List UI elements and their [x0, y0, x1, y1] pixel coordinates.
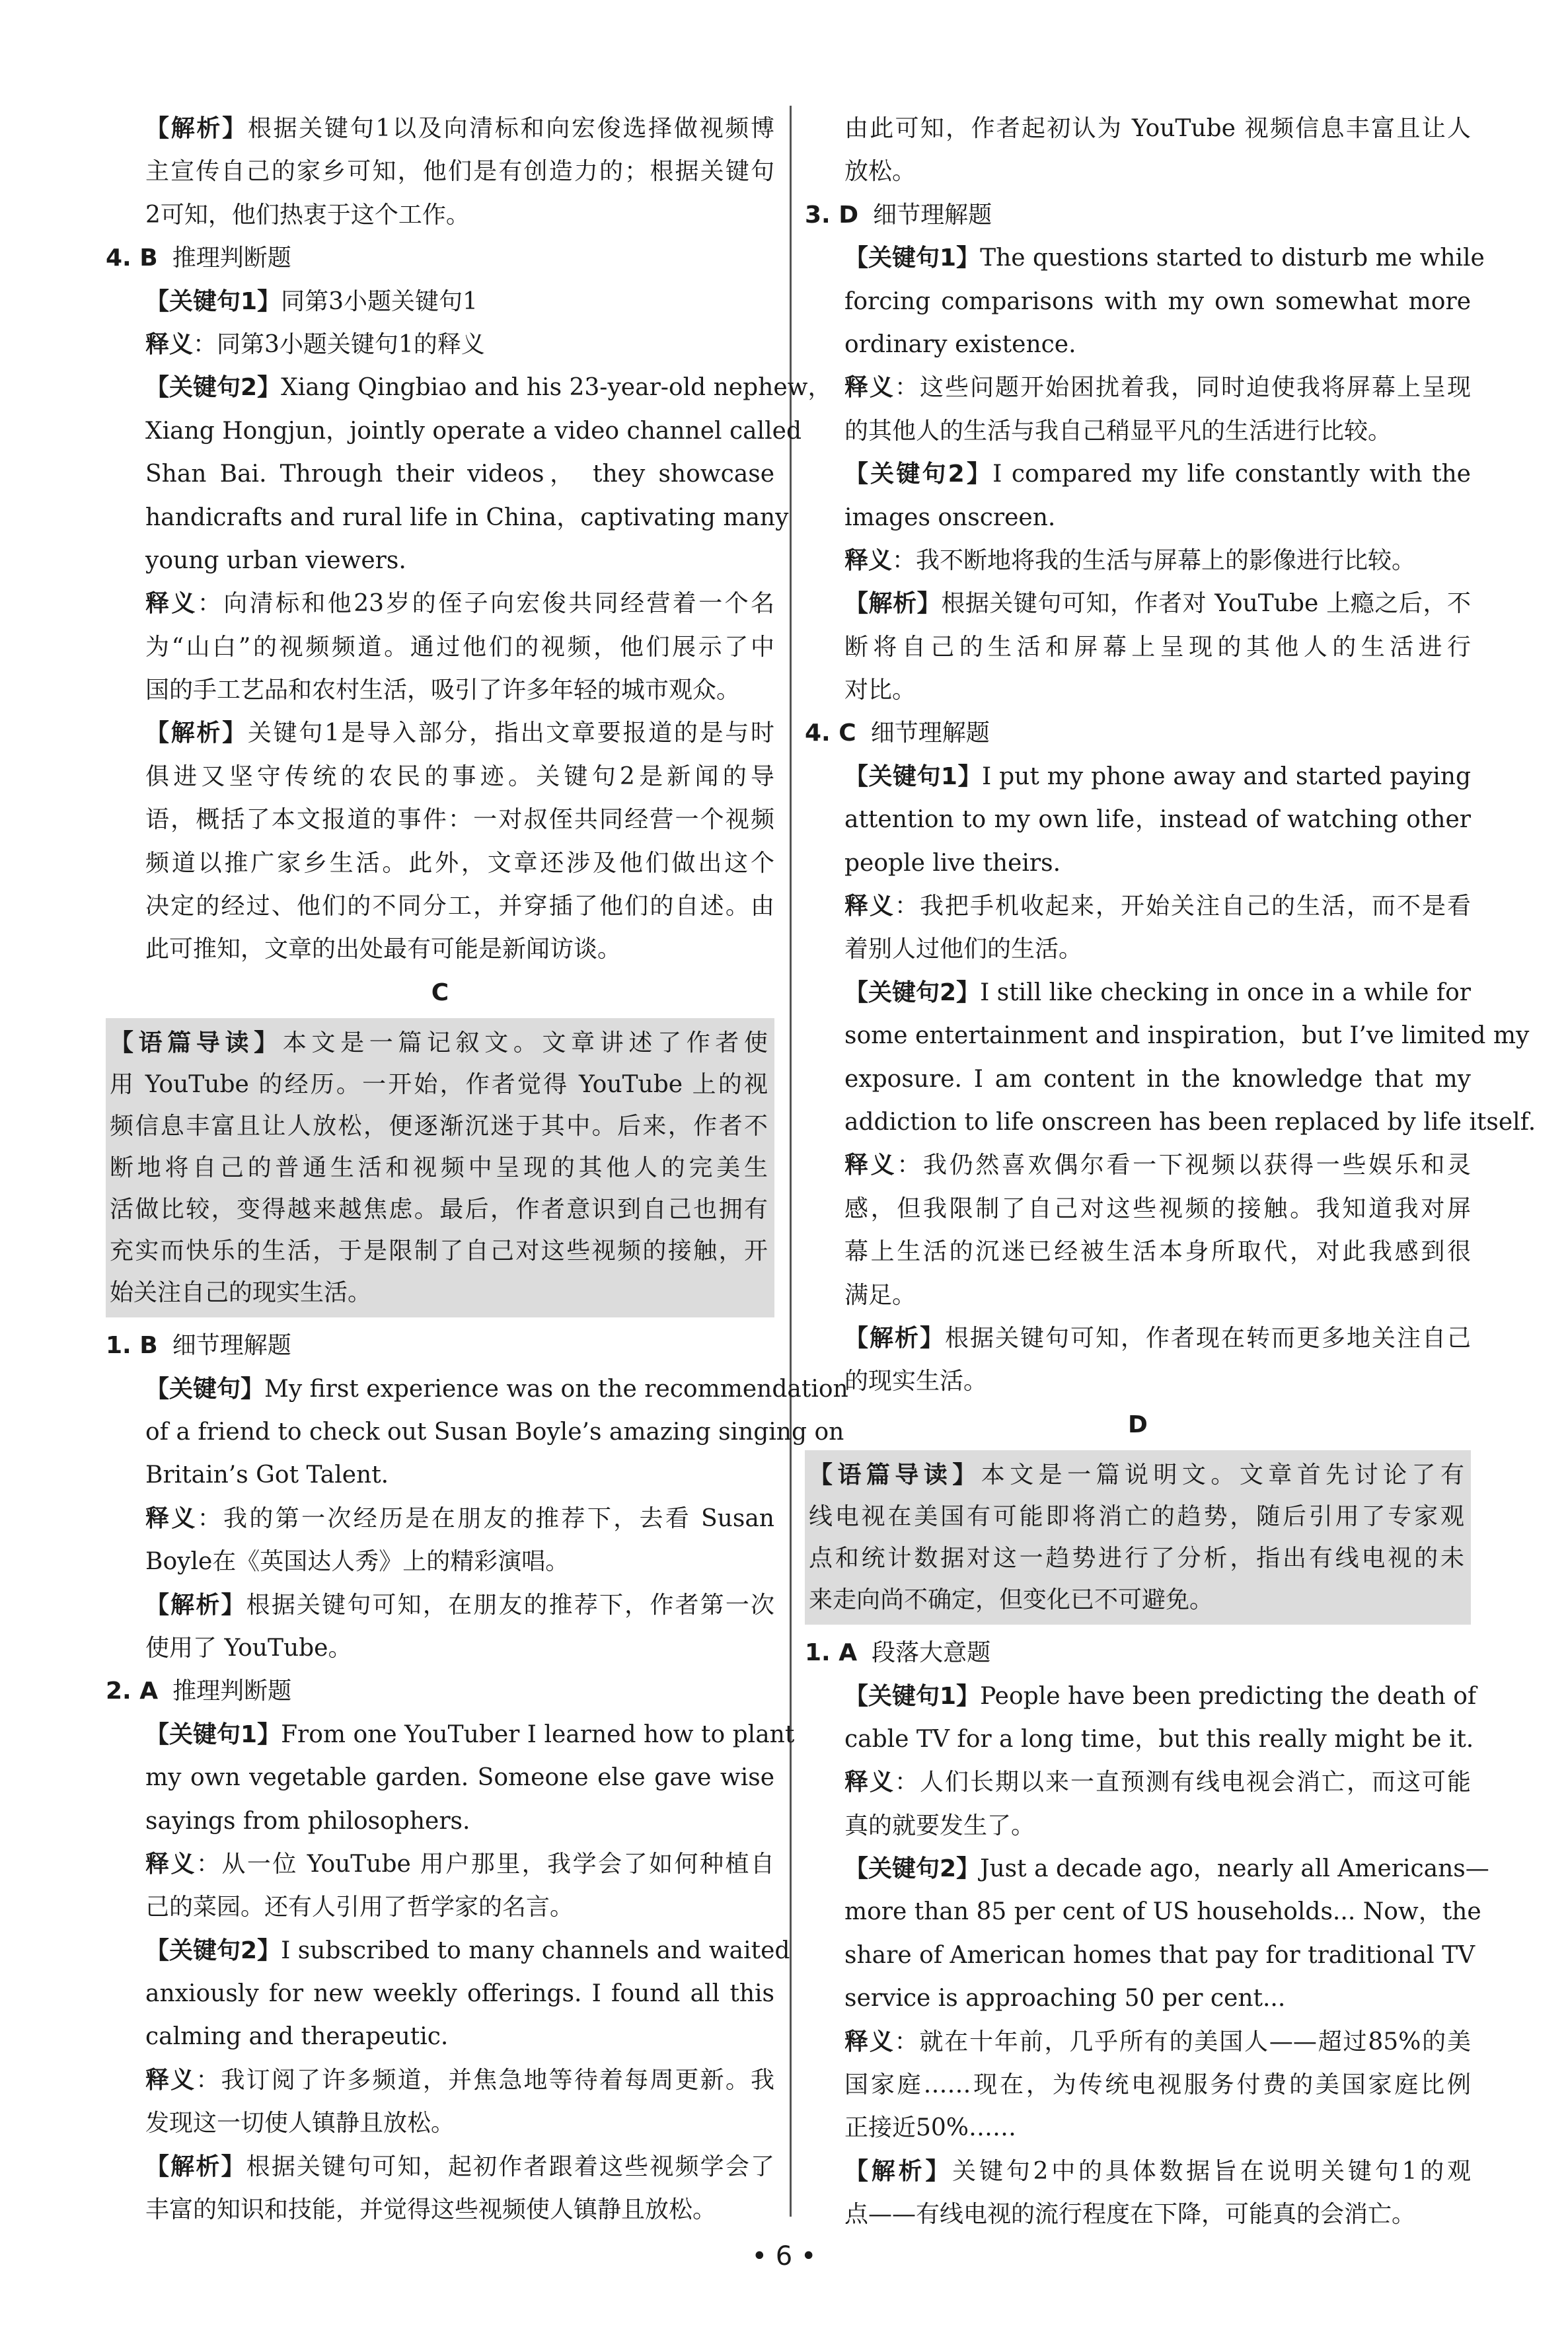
text-line: ordinary existence.	[844, 330, 1076, 358]
text-line: share of American homes that pay for traditional TV	[844, 1941, 1475, 1969]
text-line: 正接近50%……	[844, 2114, 1017, 2142]
section-heading-c: C	[431, 978, 449, 1006]
text-line: 由此可知，作者起初认为 YouTube 视频信息丰富且让人	[844, 115, 1471, 142]
text-line: addiction to life onscreen has been replaced by life itself.	[844, 1108, 1536, 1136]
text-line: some entertainment and inspiration，but I’ve limited my	[844, 1022, 1530, 1050]
text-line: 【关键句1】I put my phone away and started paying	[844, 762, 1471, 790]
text-line: 发现这一切使人镇静且放松。	[145, 2110, 455, 2137]
text-line: Boyle在《英国达人秀》上的精彩演唱。	[145, 1548, 570, 1576]
text-line: 【关键句2】I compared my life constantly with the	[844, 461, 1471, 488]
question-number: 4. B	[106, 244, 158, 272]
question-type: 细节理解题	[870, 720, 990, 747]
passage-guide-d	[805, 1450, 1471, 1625]
guide-line: 来走向尚不确定，但变化已不可避免。	[809, 1586, 1214, 1614]
text-line: 释义：从一位 YouTube 用户那里，我学会了如何种植自	[145, 1850, 774, 1878]
text-line: 释义：同第3小题关键句1的释义	[145, 330, 485, 358]
question-number: 3. D	[805, 201, 859, 229]
text-line: handicrafts and rural life in China，captivating many	[145, 503, 789, 531]
question-heading	[805, 712, 1471, 755]
text-line: 【解析】关键句1是导入部分，指出文章要报道的是与时	[145, 720, 774, 747]
text-line: 俱进又坚守传统的农民的事迹。关键句2是新闻的导	[145, 762, 774, 790]
text-line: sayings from philosophers.	[145, 1807, 470, 1835]
guide-line: 【语篇导读】本文是一篇说明文。文章首先讨论了有	[809, 1461, 1464, 1489]
text-line: 【解析】根据关键句可知，作者对 YouTube 上瘾之后，不	[844, 590, 1471, 618]
text-line: 频道以推广家乡生活。此外，文章还涉及他们做出这个	[145, 849, 774, 877]
text-line: 【关键句】My first experience was on the recommendation	[145, 1375, 848, 1403]
question-heading	[106, 1324, 774, 1367]
guide-line: 始关注自己的现实生活。	[110, 1279, 372, 1307]
question-heading	[106, 1670, 774, 1713]
passage-guide-c	[106, 1018, 774, 1317]
text-line: 【关键句2】Just a decade ago，nearly all Americans—	[844, 1855, 1489, 1883]
text-line: 丰富的知识和技能，并觉得这些视频使人镇静且放松。	[145, 2196, 717, 2224]
text-line: anxiously for new weekly offerings. I found all this	[145, 1980, 774, 2008]
text-line: 幕上生活的沉迷已经被生活本身所取代，对此我感到很	[844, 1238, 1471, 1266]
text-line: images onscreen.	[844, 503, 1056, 531]
guide-line: 用 YouTube 的经历。一开始，作者觉得 YouTube 上的视	[110, 1071, 768, 1099]
right-block-2	[805, 1631, 1489, 2236]
question-type: 推理判断题	[172, 244, 291, 272]
text-line: 【解析】关键句2中的具体数据旨在说明关键句1的观	[844, 2157, 1471, 2185]
text-line: 【关键句1】The questions started to disturb me while	[844, 244, 1485, 272]
question-heading	[805, 194, 1471, 237]
text-line: 国的手工艺品和农村生活，吸引了许多年轻的城市观众。	[145, 677, 741, 704]
text-line: Shan Bai. Through their videos， they showcase	[145, 461, 774, 488]
text-line: cable TV for a long time，but this really might be it.	[844, 1725, 1474, 1753]
text-line: calming and therapeutic.	[145, 2023, 449, 2051]
question-type: 段落大意题	[872, 1639, 991, 1667]
text-line: exposure. I am content in the knowledge that my	[844, 1065, 1471, 1093]
text-line: 对比。	[844, 677, 916, 704]
right-column	[805, 107, 1536, 2236]
right-block-1	[805, 107, 1536, 1403]
text-line: 国家庭……现在，为传统电视服务付费的美国家庭比例	[844, 2071, 1471, 2099]
text-line: 2可知，他们热衷于这个工作。	[145, 201, 470, 229]
text-line: 放松。	[844, 158, 916, 186]
text-line: 【解析】根据关键句可知，起初作者跟着这些视频学会了	[145, 2153, 774, 2180]
text-line: 己的菜园。还有人引用了哲学家的名言。	[145, 1894, 574, 1921]
text-line: 释义：就在十年前，几乎所有的美国人——超过85%的美	[844, 2028, 1471, 2055]
page-number: • 6 •	[751, 2241, 817, 2271]
guide-line: 点和统计数据对这一趋势进行了分析，指出有线电视的未	[809, 1545, 1464, 1572]
guide-line: 断地将自己的普通生活和视频中呈现的其他人的完美生	[110, 1154, 768, 1182]
question-number: 1. B	[106, 1332, 158, 1360]
text-line: people live theirs.	[844, 849, 1061, 877]
question-number: 4. C	[805, 720, 856, 747]
text-line: 释义：我仍然喜欢偶尔看一下视频以获得一些娱乐和灵	[844, 1152, 1471, 1179]
text-line: 【关键句2】I subscribed to many channels and waited	[145, 1937, 790, 1964]
text-line: 释义：我订阅了许多频道，并焦急地等待着每周更新。我	[145, 2066, 774, 2094]
text-line: 着别人过他们的生活。	[844, 936, 1083, 963]
text-line: 的现实生活。	[844, 1368, 988, 1395]
text-line: 感，但我限制了自己对这些视频的接触。我知道我对屏	[844, 1195, 1471, 1222]
text-line: attention to my own life，instead of watching other	[844, 806, 1471, 834]
guide-line: 充实而快乐的生活，于是限制了自己对这些视频的接触，开	[110, 1237, 768, 1265]
text-line: 决定的经过、他们的不同分工，并穿插了他们的自述。由	[145, 893, 774, 920]
guide-line: 【语篇导读】本文是一篇记叙文。文章讲述了作者使	[110, 1029, 768, 1057]
question-heading	[805, 1631, 1471, 1674]
text-line: 释义：我的第一次经历是在朋友的推荐下，去看 Susan	[145, 1504, 774, 1532]
text-line: forcing comparisons with my own somewhat more	[844, 287, 1471, 315]
question-number: 1. A	[805, 1639, 858, 1667]
guide-line: 频信息丰富且让人放松，便逐渐沉迷于其中。后来，作者不	[110, 1113, 768, 1140]
text-line: 释义：向清标和他23岁的侄子向宏俊共同经营着一个名	[145, 590, 774, 618]
question-heading	[106, 237, 774, 279]
text-line: 释义：人们长期以来一直预测有线电视会消亡，而这可能	[844, 1769, 1471, 1796]
text-line: 的其他人的生活与我自己稍显平凡的生活进行比较。	[844, 417, 1392, 445]
text-line: 主宣传自己的家乡可知，他们是有创造力的；根据关键句	[145, 158, 774, 186]
text-line: 【关键句1】People have been predicting the death of	[844, 1682, 1477, 1710]
text-line: 【解析】根据关键句可知，作者现在转而更多地关注自己	[844, 1324, 1471, 1352]
guide-line: 线电视在美国有可能即将消亡的趋势，随后引用了专家观	[809, 1503, 1464, 1531]
text-line: 【关键句2】Xiang Qingbiao and his 23-year-old nephew，	[145, 374, 832, 402]
text-line: 点——有线电视的流行程度在下降，可能真的会消亡。	[844, 2201, 1416, 2229]
text-line: of a friend to check out Susan Boyle’s amazing singing on	[145, 1418, 844, 1446]
question-type: 细节理解题	[873, 201, 992, 229]
text-line: 释义：我把手机收起来，开始关注自己的生活，而不是看	[844, 893, 1471, 920]
text-line: 真的就要发生了。	[844, 1812, 1035, 1839]
text-line: young urban viewers.	[145, 546, 406, 574]
text-line: 【关键句1】同第3小题关键句1	[145, 287, 478, 315]
text-line: service is approaching 50 per cent...	[844, 1985, 1286, 2012]
text-line: Xiang Hongjun，jointly operate a video channel called	[145, 417, 802, 445]
text-line: 释义：我不断地将我的生活与屏幕上的影像进行比较。	[844, 546, 1416, 574]
text-line: 【解析】根据关键句可知，在朋友的推荐下，作者第一次	[145, 1591, 774, 1619]
text-line: 【关键句1】From one YouTuber I learned how to plant	[145, 1720, 795, 1748]
text-line: 为“山白”的视频频道。通过他们的视频，他们展示了中	[145, 633, 774, 661]
text-line: 使用了 YouTube。	[145, 1634, 352, 1662]
guide-line: 活做比较，变得越来越焦虑。最后，作者意识到自己也拥有	[110, 1196, 768, 1224]
text-line: 满足。	[844, 1281, 916, 1309]
section-heading-d: D	[1128, 1411, 1148, 1438]
text-line: Britain’s Got Talent.	[145, 1461, 389, 1489]
question-type: 推理判断题	[172, 1678, 292, 1705]
question-type: 细节理解题	[172, 1332, 291, 1360]
text-line: 此可推知，文章的出处最有可能是新闻访谈。	[145, 936, 622, 963]
text-line: my own vegetable garden. Someone else gave wise	[145, 1764, 774, 1792]
text-line: 断将自己的生活和屏幕上呈现的其他人的生活进行	[844, 633, 1471, 661]
text-line: 释义：这些问题开始困扰着我，同时迫使我将屏幕上呈现	[844, 374, 1471, 402]
text-line: 语，概括了本文报道的事件：一对叔侄共同经营一个视频	[145, 806, 774, 834]
text-line: more than 85 per cent of US households... Now，the	[844, 1898, 1481, 1926]
text-line: 【解析】根据关键句1以及向清标和向宏俊选择做视频博	[145, 115, 774, 142]
question-number: 2. A	[106, 1678, 159, 1705]
text-line: 【关键句2】I still like checking in once in a while for	[844, 978, 1472, 1006]
